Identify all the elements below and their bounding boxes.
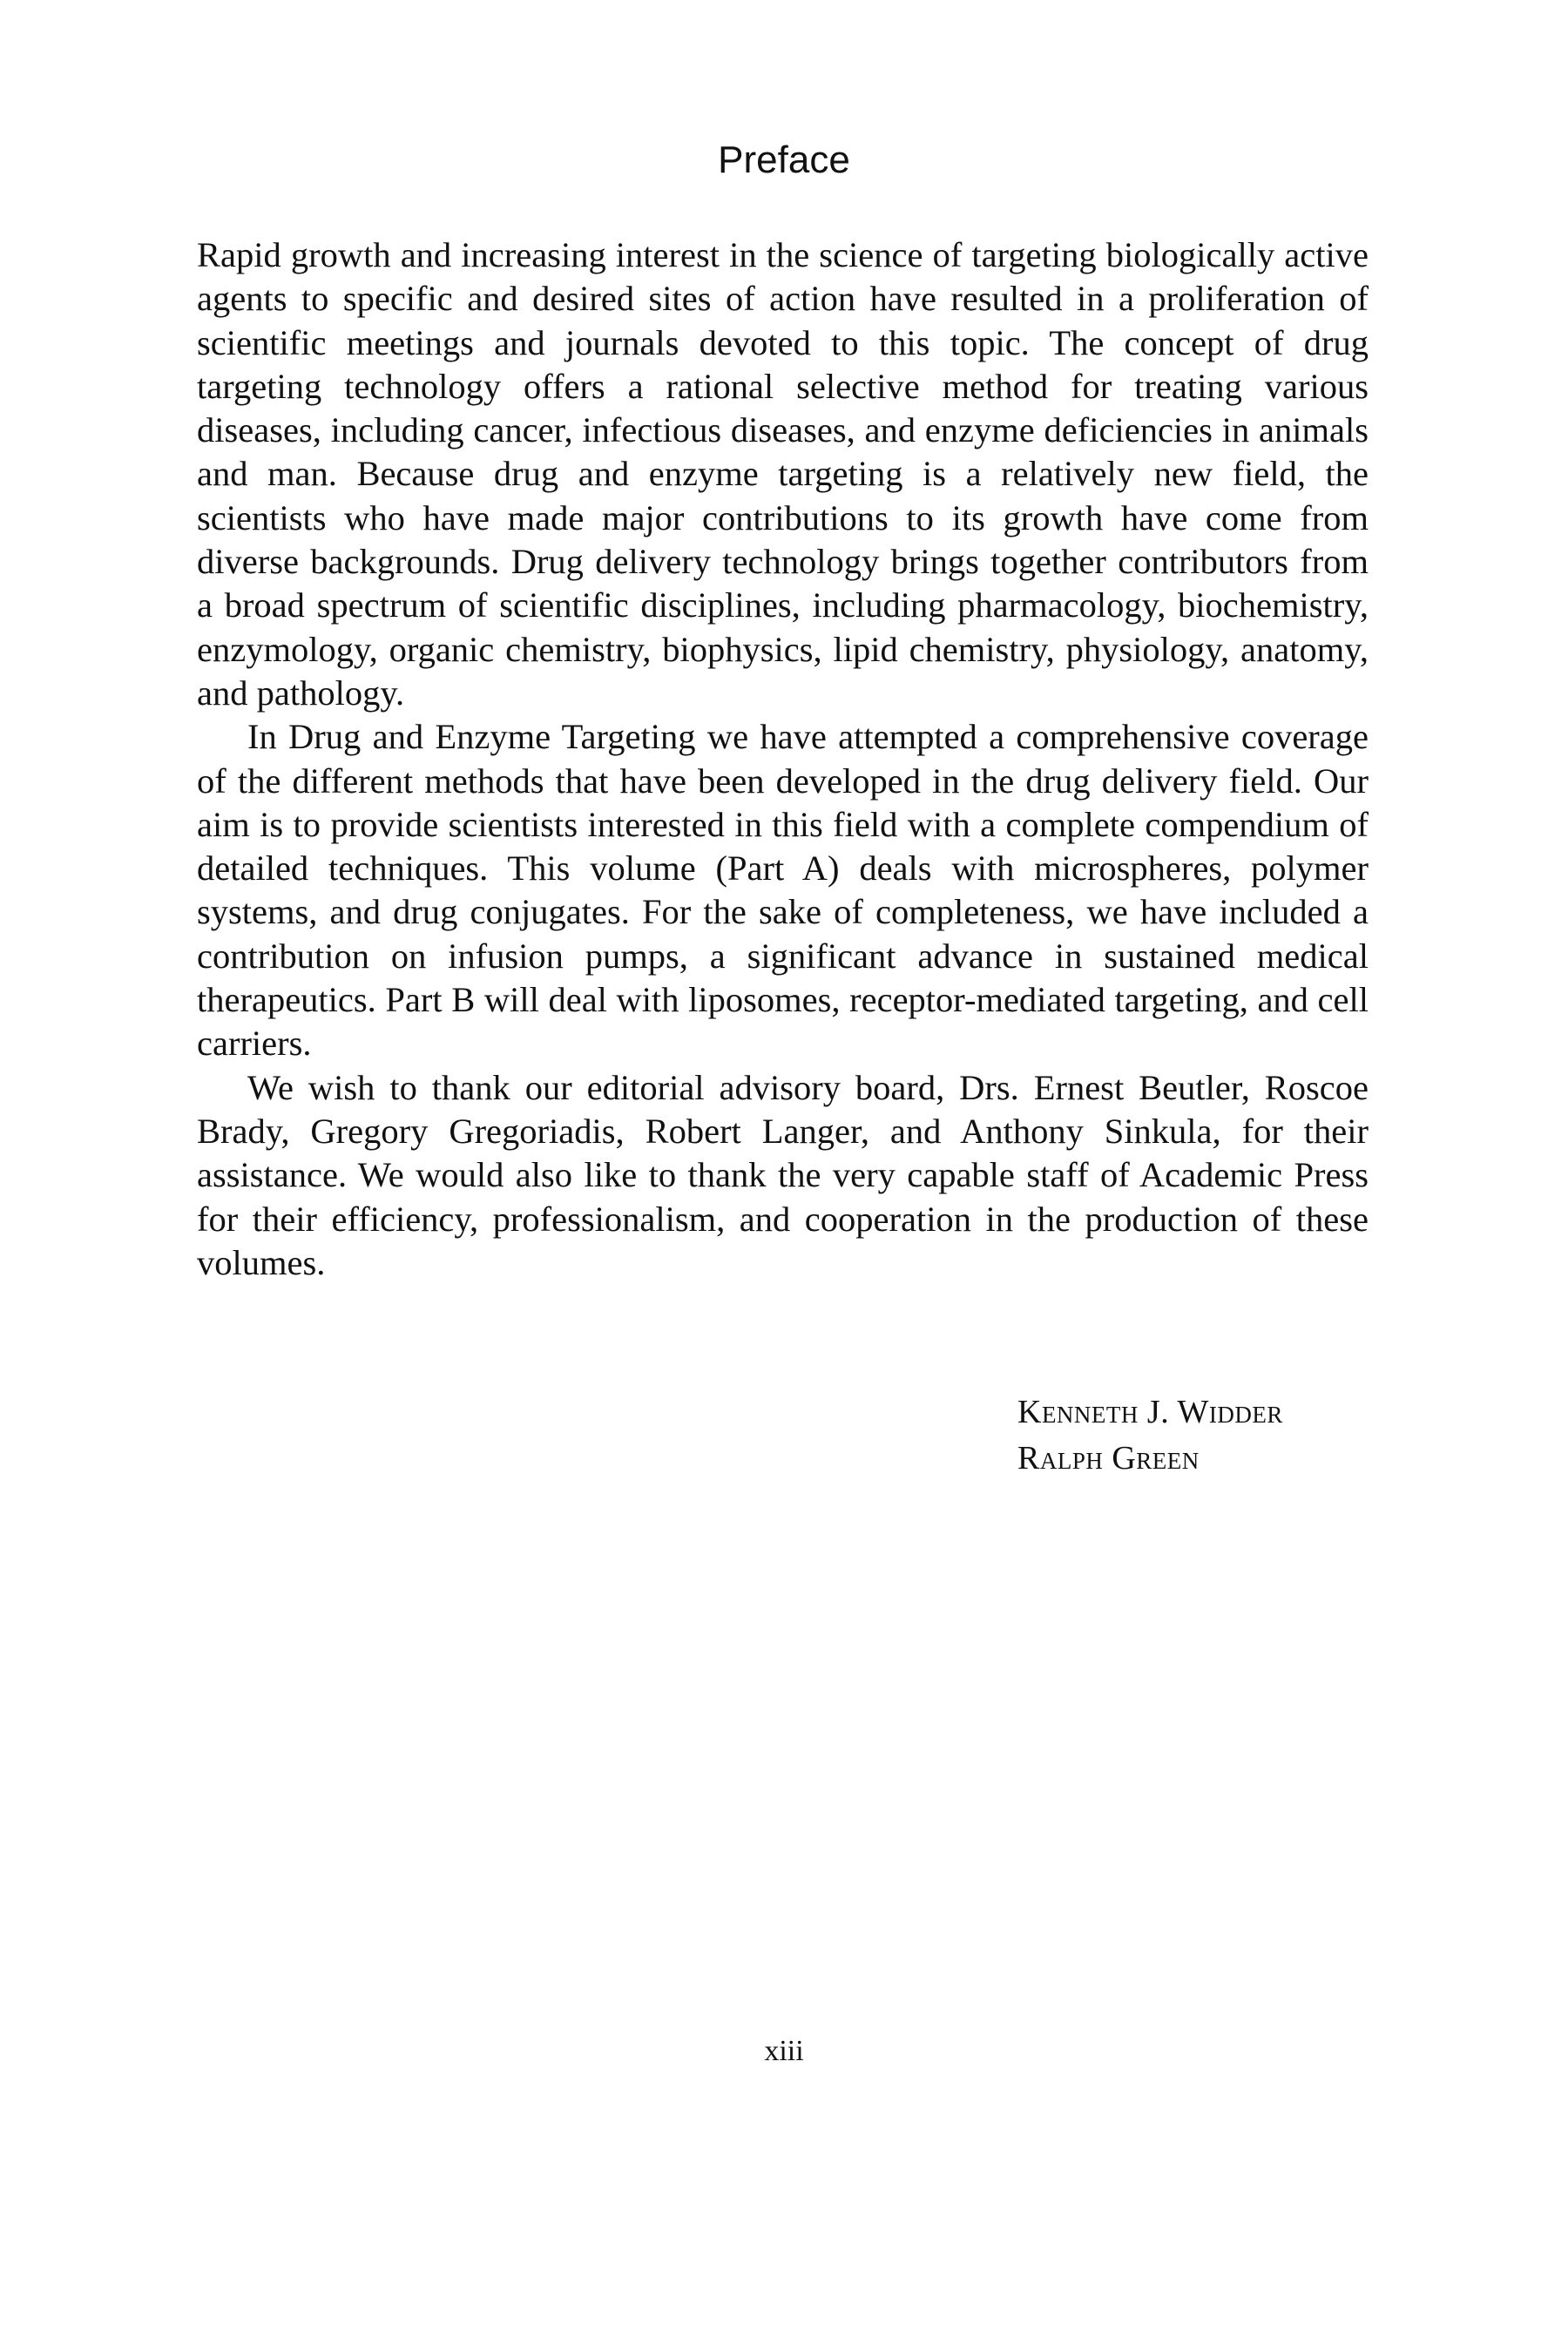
signatory-name: Kenneth J. Widder — [1017, 1394, 1283, 1430]
page-title: Preface — [718, 139, 850, 181]
preface-body — [197, 233, 1369, 1285]
signatory-name: Ralph Green — [1017, 1440, 1200, 1477]
page-number: xiii — [764, 2035, 804, 2067]
preface-paragraph-1: Rapid growth and increasing interest in the science of targeting biologically active agents to specific and desired sites of action have resulted in a proliferation of scientific meetings and journals devoted to this topic. The concept of drug targeting technology offers a rational selective method for treating various diseases, including cancer, infectious diseases, and enzyme deficiencies in animals and man. Because drug and enzyme targeting is a relatively new field, the scientists who have made major contributions to its growth have come from diverse backgrounds. Drug delivery technology brings together contributors from a broad spectrum of scientific disciplines, including pharmacology, biochemistry, enzymology, organic chemistry, biophysics, lipid chemistry, physiology, anatomy, and pathology. — [197, 235, 1369, 713]
signature-block — [1017, 1389, 1283, 1482]
preface-paragraph-3: We wish to thank our editorial advisory board, Drs. Ernest Beutler, Roscoe Brady, Gregory Gregoriadis, Robert Langer, and Anthony Sinkula, for their assistance. We would also like to thank the very capable staff of Academic Press for their efficiency, professionalism, and cooperation in the production of these volumes. — [197, 1067, 1369, 1282]
preface-paragraph-2: In Drug and Enzyme Targeting we have attempted a comprehensive coverage of the different methods that have been developed in the drug delivery field. Our aim is to provide scientists interested in this field with a complete compendium of detailed techniques. This volume (Part A) deals with microspheres, polymer systems, and drug conjugates. For the sake of completeness, we have included a contribution on infusion pumps, a significant advance in sustained medical therapeutics. Part B will deal with liposomes, receptor-mediated targeting, and cell carriers. — [197, 717, 1369, 1064]
